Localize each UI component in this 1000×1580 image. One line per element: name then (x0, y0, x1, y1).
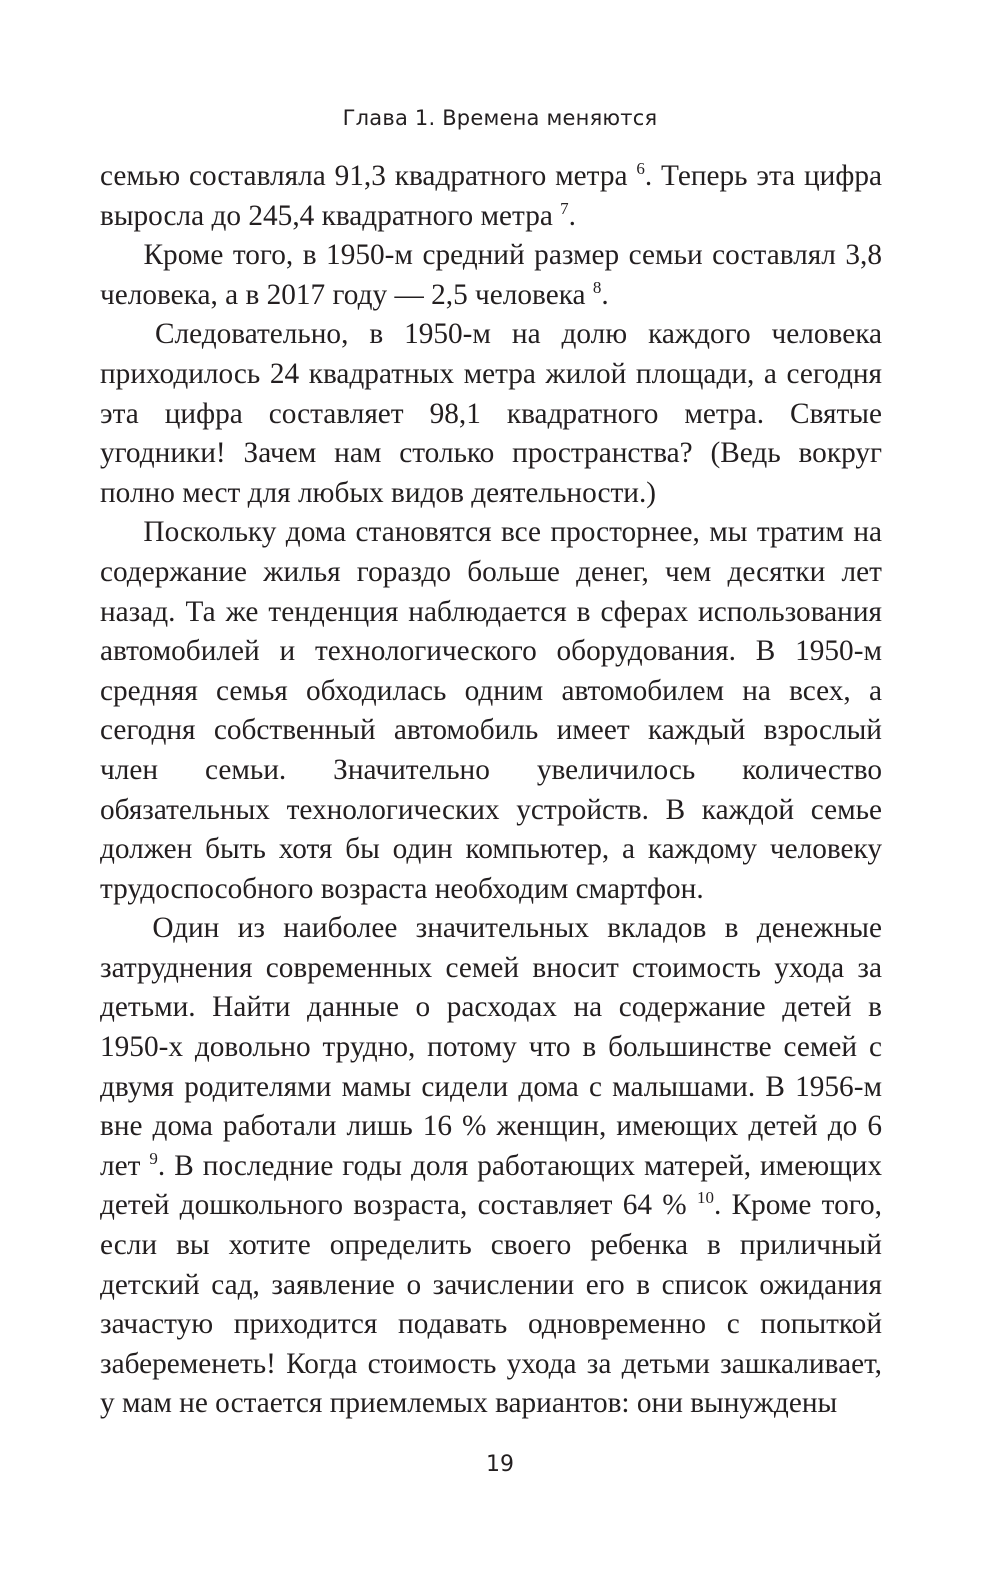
text-segment: . Теперь эта цифра выросла до 245,4 квадратного метра (100, 160, 882, 232)
footnote-ref: 8 (592, 277, 602, 297)
paragraph-1 (100, 157, 882, 236)
footnote-ref: 10 (696, 1188, 714, 1208)
text-segment: Один из наиболее значительных вкладов в денежные затруднения современных семей вносит стоимость ухода за детьми. Найти данные о расходах на содержание детей в 1950-х довольно трудно, потому что в большинстве семей с двумя родителями мамы сидели дома с малышами. В 1956-м вне дома работали лишь 16 % женщин, имеющих детей до 6 лет (100, 912, 882, 1182)
footnote-ref: 7 (560, 198, 569, 218)
text-segment: семью составляла 91,3 квадратного метра (100, 160, 637, 192)
text-segment: . Кроме того, если вы хотите определить своего ребенка в приличный детский сад, заявление о зачислении его в список ожидания зачастую приходится подавать одновременно с попыткой забеременеть! Когда стоимость ухода за детьми зашкаливает, у мам не остается приемлемых вариантов: они вынуждены (100, 1189, 882, 1420)
body-text (100, 157, 882, 1424)
running-head: Глава 1. Времена меняются (342, 106, 658, 130)
paragraph-2 (100, 236, 882, 315)
text-segment: Кроме того, в 1950-м средний размер семьи составлял 3,8 человека, а в 2017 году — 2,5 человека (100, 239, 882, 311)
text-segment: . (568, 199, 576, 232)
paragraph-3 (100, 315, 882, 513)
text-segment: . В последние годы доля работающих матерей, имеющих детей дошкольного возраста, составляет 64 % (100, 1149, 882, 1222)
footnote-ref: 6 (636, 158, 645, 178)
footnote-ref: 9 (149, 1148, 158, 1168)
text-segment: Поскольку дома становятся все просторнее, мы тратим на содержание жилья гораздо больше денег, чем десятки лет назад. Та же тенденция наблюдается в сферах использования автомобилей и технологического оборудования. В 1950-м средняя семья обходилась одним автомобилем на всех, а сегодня собственный автомобиль имеет каждый взрослый член семьи. Значительно увеличилось количество обязательных технологических устройств. В каждой семье должен быть хотя бы один компьютер, а каждому человеку трудоспособного возраста необходим смартфон. (100, 516, 882, 905)
text-segment: Следовательно, в 1950-м на долю каждого человека приходилось 24 квадратных метра жилой площади, а сегодня эта цифра составляет 98,1 квадратного метра. Святые угодники! Зачем нам столько пространства? (Ведь вокруг полно мест для любых видов деятельности.) (100, 318, 883, 509)
paragraph-4 (100, 513, 882, 909)
page-number: 19 (486, 1452, 514, 1477)
paragraph-5 (100, 909, 882, 1424)
text-segment: . (601, 278, 609, 311)
